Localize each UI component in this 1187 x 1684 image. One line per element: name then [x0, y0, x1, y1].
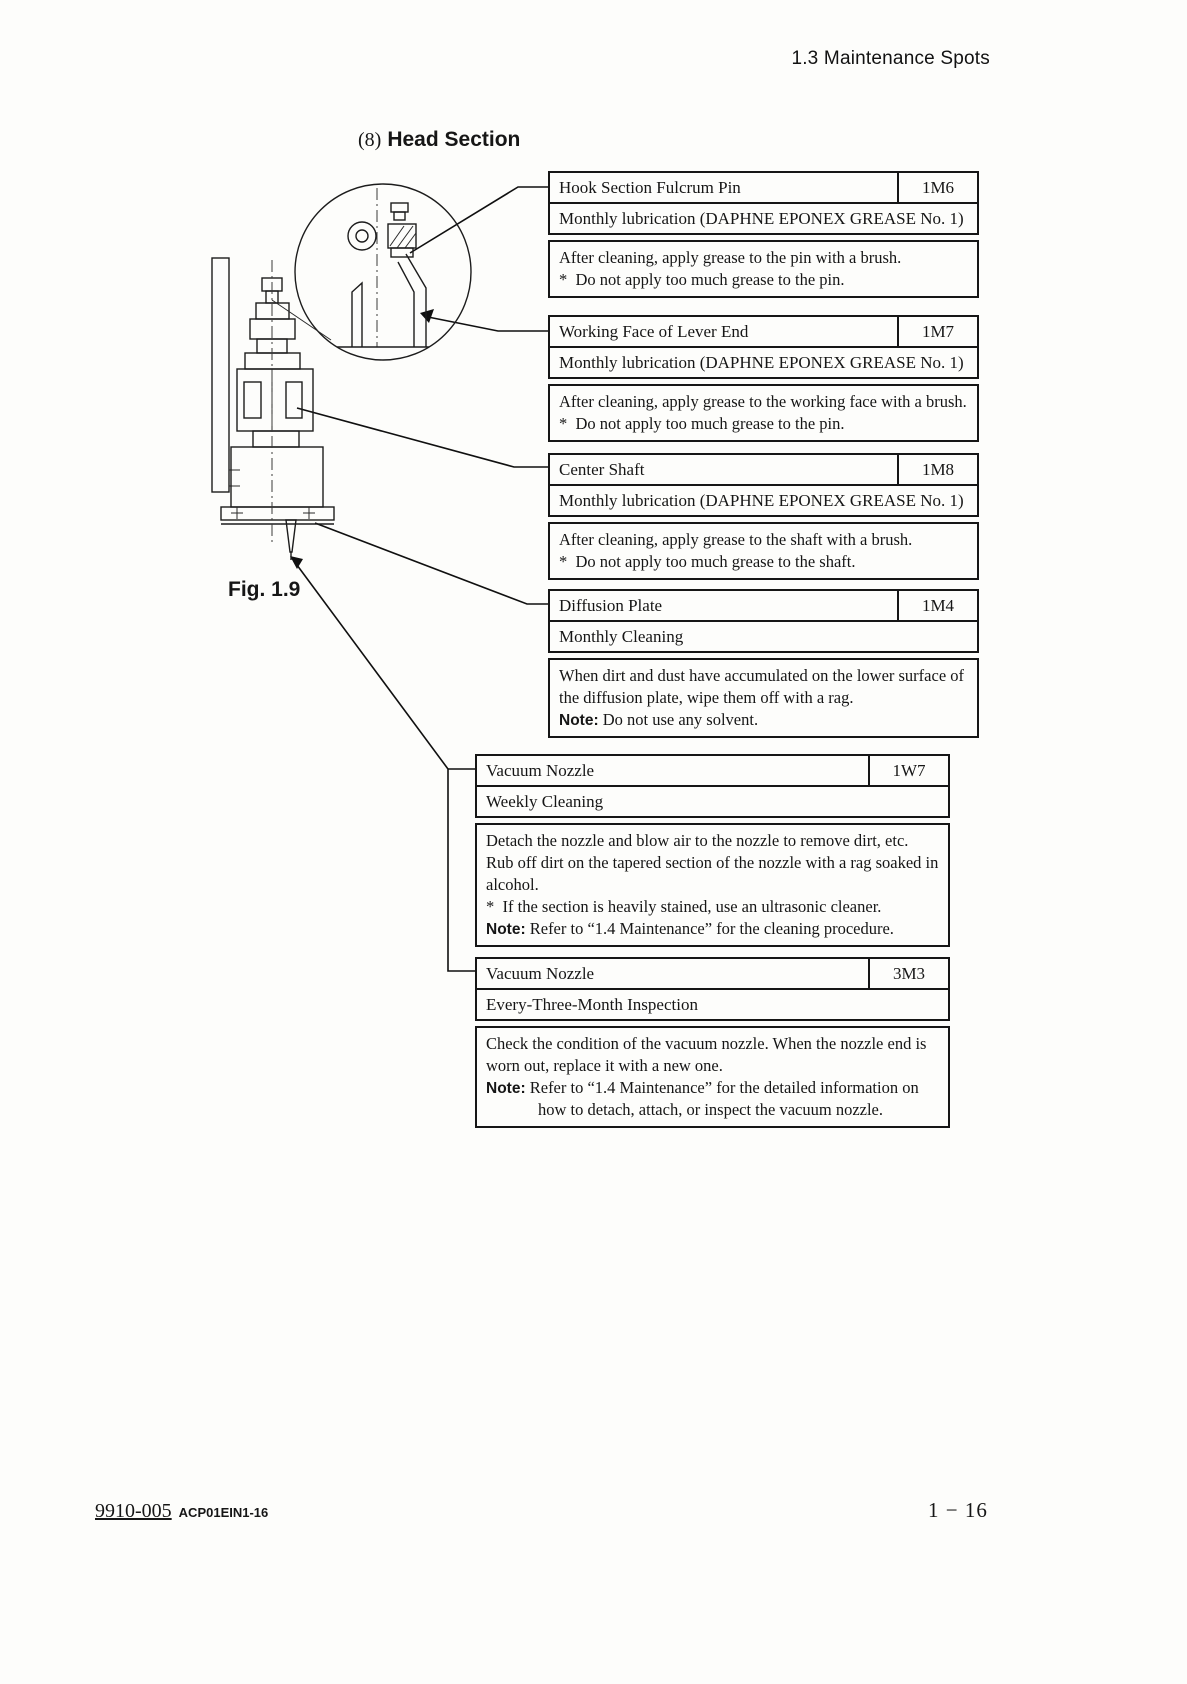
note-label: Note: [486, 1080, 526, 1097]
callout-title-table [475, 754, 950, 818]
callout-vacuum-nozzle-three-month [475, 957, 950, 1128]
description-text: After cleaning, apply grease to the pin with a brush. [559, 248, 902, 267]
description-text: Refer to “1.4 Maintenance” for the detailed information on [525, 1078, 919, 1097]
description-line [559, 413, 968, 435]
callout-frequency: Monthly Cleaning [549, 621, 978, 652]
description-line [486, 874, 939, 896]
description-line [559, 687, 968, 709]
section-number: (8) [358, 129, 382, 151]
callout-title: Vacuum Nozzle [476, 755, 869, 786]
section-heading [358, 128, 520, 152]
callout-code: 1M4 [898, 590, 978, 621]
callout-frequency: Every-Three-Month Inspection [476, 989, 949, 1020]
callout-frequency: Weekly Cleaning [476, 786, 949, 817]
description-text: * Do not apply too much grease to the shaft. [559, 552, 856, 571]
callout-description [548, 384, 979, 442]
callout-title-table [475, 957, 950, 1021]
callout-title-table [548, 171, 979, 235]
description-line [486, 1055, 939, 1077]
description-line [486, 830, 939, 852]
description-line [559, 247, 968, 269]
callout-frequency: Monthly lubrication (DAPHNE EPONEX GREASE No. 1) [549, 347, 978, 378]
callout-code: 1M8 [898, 454, 978, 485]
description-line [559, 529, 968, 551]
callout-diffusion-plate [548, 589, 979, 738]
callout-title-table [548, 315, 979, 379]
page-header: 1.3 Maintenance Spots [791, 48, 990, 69]
callout-title-table [548, 453, 979, 517]
callout-code: 1M6 [898, 172, 978, 203]
note-label: Note: [559, 712, 599, 729]
section-title: Head Section [387, 128, 521, 151]
callout-title: Hook Section Fulcrum Pin [549, 172, 898, 203]
note-label: Note: [486, 921, 526, 938]
head-assembly [212, 258, 334, 560]
callout-description [548, 658, 979, 738]
description-text: Check the condition of the vacuum nozzle. When the nozzle end is [486, 1034, 927, 1053]
description-line [559, 269, 968, 291]
description-text: When dirt and dust have accumulated on the lower surface of [559, 666, 965, 685]
description-text: * Do not apply too much grease to the pin. [559, 270, 845, 289]
callout-hook-section-fulcrum-pin [548, 171, 979, 298]
description-text: worn out, replace it with a new one. [486, 1056, 723, 1075]
description-text: * Do not apply too much grease to the pin. [559, 414, 845, 433]
callout-description [548, 522, 979, 580]
callout-code: 1M7 [898, 316, 978, 347]
description-line [486, 1077, 939, 1099]
callout-title-table [548, 589, 979, 653]
callout-title: Center Shaft [549, 454, 898, 485]
figure-label: Fig. 1.9 [228, 578, 301, 601]
description-text: After cleaning, apply grease to the shaft with a brush. [559, 530, 913, 549]
description-line [486, 1099, 939, 1121]
document-code: 9910-005 [95, 1500, 172, 1522]
description-line [486, 918, 939, 940]
description-text: After cleaning, apply grease to the working face with a brush. [559, 392, 967, 411]
callout-description [475, 1026, 950, 1128]
page-number: 1 − 16 [928, 1498, 988, 1522]
callout-frequency: Monthly lubrication (DAPHNE EPONEX GREASE No. 1) [549, 203, 978, 234]
callout-working-face-of-lever-end [548, 315, 979, 442]
callout-description [548, 240, 979, 298]
callout-title: Vacuum Nozzle [476, 958, 869, 989]
description-line [559, 709, 968, 731]
footer-document-number [95, 1500, 268, 1523]
callout-code: 3M3 [869, 958, 949, 989]
description-line [559, 551, 968, 573]
callout-description [475, 823, 950, 947]
description-line [559, 391, 968, 413]
callout-title: Working Face of Lever End [549, 316, 898, 347]
description-line [486, 1033, 939, 1055]
description-text: Refer to “1.4 Maintenance” for the cleaning procedure. [525, 919, 894, 938]
callout-code: 1W7 [869, 755, 949, 786]
description-text: the diffusion plate, wipe them off with a rag. [559, 688, 854, 707]
callout-center-shaft [548, 453, 979, 580]
document-subcode: ACP01EIN1-16 [178, 1505, 269, 1520]
callout-title: Diffusion Plate [549, 590, 898, 621]
description-text: Detach the nozzle and blow air to the nozzle to remove dirt, etc. [486, 831, 909, 850]
callout-vacuum-nozzle-weekly [475, 754, 950, 947]
description-text: * If the section is heavily stained, use an ultrasonic cleaner. [486, 897, 882, 916]
callout-frequency: Monthly lubrication (DAPHNE EPONEX GREASE No. 1) [549, 485, 978, 516]
description-text: Rub off dirt on the tapered section of the nozzle with a rag soaked in [486, 853, 939, 872]
description-line [486, 852, 939, 874]
description-text: how to detach, attach, or inspect the vacuum nozzle. [538, 1100, 883, 1119]
description-line [486, 896, 939, 918]
detail-circle-view [295, 184, 471, 360]
description-text: Do not use any solvent. [598, 710, 759, 729]
description-line [559, 665, 968, 687]
description-text: alcohol. [486, 875, 539, 894]
